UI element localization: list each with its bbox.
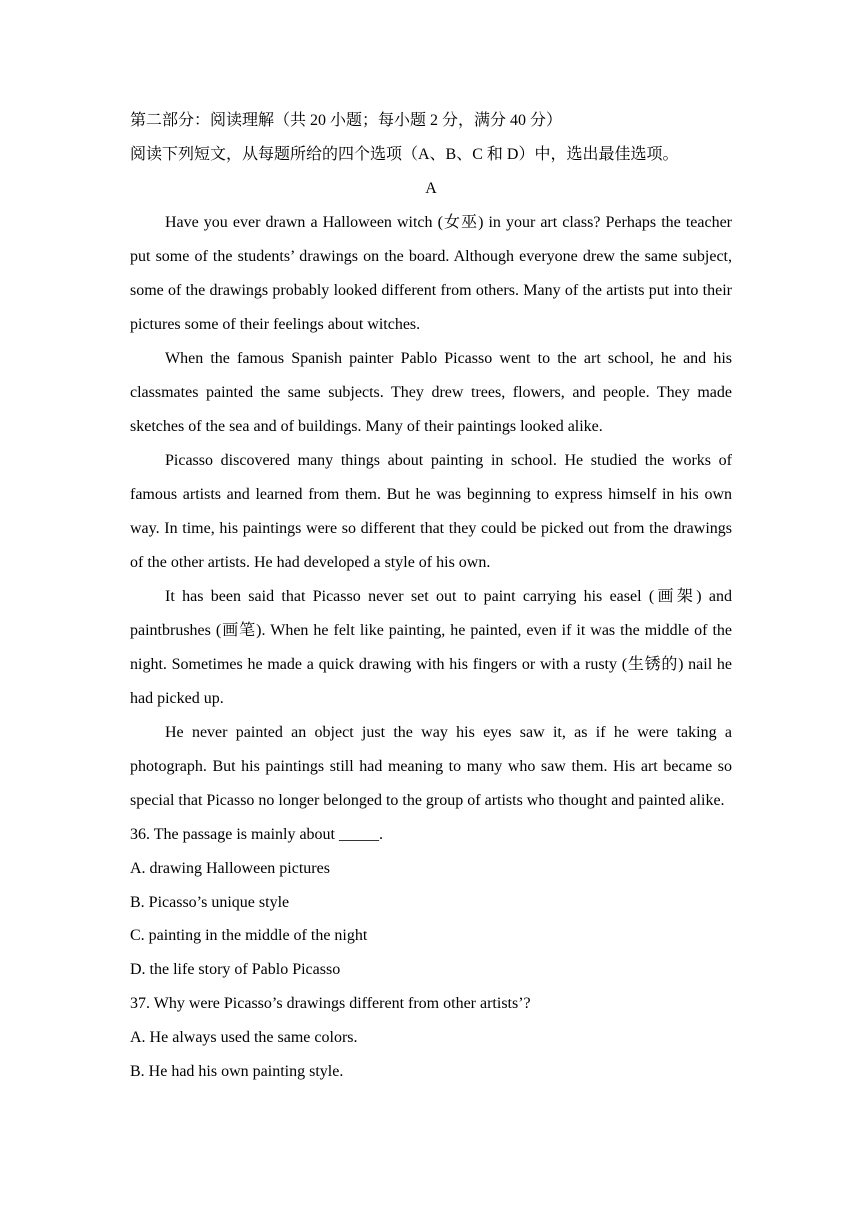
- instructions: 阅读下列短文，从每题所给的四个选项（A、B、C 和 D）中，选出最佳选项。: [130, 146, 679, 163]
- option-36-a: A. drawing Halloween pictures: [130, 859, 330, 877]
- question-stem-37: 37. Why were Picasso’s drawings different from other artists’?: [130, 994, 531, 1012]
- paragraph: He never painted an object just the way his eyes saw it, as if he were taking a photograph. But his paintings still had meaning to many who saw them. His art became so special that Picasso no longer belonged to the group of artists who thought and painted alike.: [130, 724, 732, 809]
- option-36-d: D. the life story of Pablo Picasso: [130, 961, 341, 979]
- option-37-b: B. He had his own painting style.: [130, 1062, 344, 1080]
- document-content: [130, 104, 732, 1088]
- passage-label: A: [425, 180, 437, 197]
- option-36-c: C. painting in the middle of the night: [130, 927, 368, 945]
- section-title: 第二部分：阅读理解（共 20 小题；每小题 2 分，满分 40 分）: [130, 112, 563, 129]
- question-stem-36: 36. The passage is mainly about _____.: [130, 826, 383, 843]
- paragraph: Have you ever drawn a Halloween witch (女巫) in your art class? Perhaps the teacher put some of the students’ drawings on the board. Although everyone drew the same subject, some of the drawings probably looked different from others. Many of the artists put into their pictures some of their feelings about witches.: [130, 214, 732, 333]
- paragraph: It has been said that Picasso never set out to paint carrying his easel (画架) and paintbrushes (画笔). When he felt like painting, he painted, even if it was the middle of the night. Sometimes he made a quick drawing with his fingers or with a rusty (生锈的) nail he had picked up.: [130, 588, 732, 707]
- option-37-a: A. He always used the same colors.: [130, 1028, 358, 1046]
- paragraph: When the famous Spanish painter Pablo Picasso went to the art school, he and his classmates painted the same subjects. They drew trees, flowers, and people. They made sketches of the sea and of buildings. Many of their paintings looked alike.: [130, 350, 732, 435]
- option-36-b: B. Picasso’s unique style: [130, 893, 290, 911]
- paragraph: Picasso discovered many things about painting in school. He studied the works of famous artists and learned from them. But he was beginning to express himself in his own way. In time, his paintings were so different that they could be picked out from the drawings of the other artists. He had developed a style of his own.: [130, 452, 732, 571]
